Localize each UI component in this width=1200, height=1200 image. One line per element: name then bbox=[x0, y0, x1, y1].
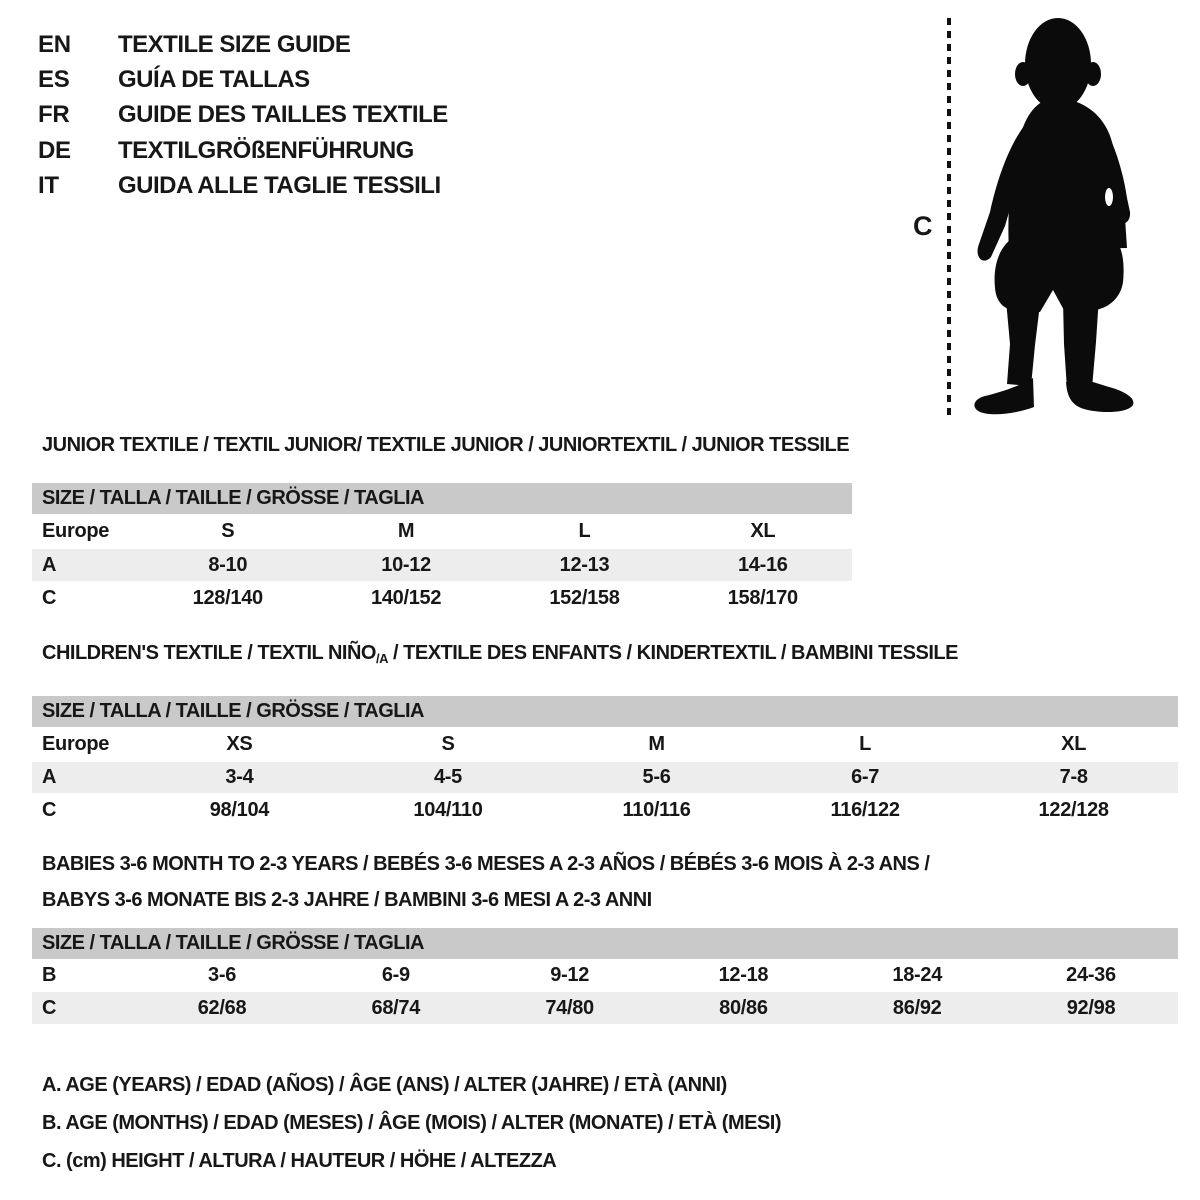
months-cell: 12-18 bbox=[718, 964, 769, 986]
table-row-age bbox=[32, 762, 1178, 793]
row-label: Europe bbox=[42, 520, 110, 542]
height-cell: 62/68 bbox=[197, 996, 247, 1019]
age-cell: 12-13 bbox=[559, 553, 610, 576]
language-title: GUIDA ALLE TAGLIE TESSILI bbox=[118, 172, 441, 200]
age-cell: 6-7 bbox=[851, 766, 880, 788]
months-cell: 3-6 bbox=[208, 964, 237, 986]
language-row bbox=[38, 98, 448, 133]
legend-line-a: A. AGE (YEARS) / EDAD (AÑOS) / ÂGE (ANS) / ALTER (JAHRE) / ETÀ (ANNI) bbox=[42, 1074, 727, 1096]
baby-silhouette-icon bbox=[900, 0, 1200, 430]
months-cell: 24-36 bbox=[1066, 964, 1116, 986]
section-title bbox=[32, 846, 1178, 918]
size-cell: XS bbox=[226, 733, 253, 755]
size-header-band: SIZE / TALLA / TAILLE / GRÖSSE / TAGLIA bbox=[32, 928, 1178, 959]
size-cell: S bbox=[441, 733, 455, 755]
age-cell: 14-16 bbox=[737, 553, 788, 576]
size-cell: S bbox=[221, 520, 235, 542]
section-babies-textile bbox=[32, 846, 1178, 1024]
section-title: JUNIOR TEXTILE / TEXTIL JUNIOR/ TEXTILE JUNIOR / JUNIORTEXTIL / JUNIOR TESSILE bbox=[42, 434, 850, 456]
height-cell: 80/86 bbox=[719, 996, 768, 1019]
height-cell: 122/128 bbox=[1038, 799, 1109, 821]
height-cell: 128/140 bbox=[192, 587, 263, 609]
row-label: A bbox=[42, 766, 57, 788]
language-row bbox=[38, 62, 448, 97]
size-cell: L bbox=[578, 520, 591, 542]
height-cell: 104/110 bbox=[413, 799, 483, 821]
language-title: TEXTILE SIZE GUIDE bbox=[118, 30, 351, 58]
measurement-legend bbox=[42, 1066, 781, 1180]
language-title: TEXTILGRÖßENFÜHRUNG bbox=[118, 136, 414, 164]
language-title: GUÍA DE TALLAS bbox=[118, 66, 310, 94]
table-row-europe bbox=[32, 514, 852, 549]
table-row-height bbox=[32, 992, 1178, 1024]
measure-label-c: C bbox=[913, 211, 933, 241]
age-cell: 3-4 bbox=[225, 766, 254, 788]
title-line-1: BABIES 3-6 MONTH TO 2-3 YEARS / BEBÉS 3-6 MESES A 2-3 AÑOS / BÉBÉS 3-6 MOIS À 2-3 ANS / bbox=[42, 853, 930, 875]
size-cell: L bbox=[859, 733, 872, 755]
size-header-band: SIZE / TALLA / TAILLE / GRÖSSE / TAGLIA bbox=[32, 696, 1178, 727]
size-cell: XL bbox=[1061, 733, 1087, 755]
row-label: B bbox=[42, 964, 57, 986]
months-cell: 9-12 bbox=[550, 964, 590, 986]
height-cell: 74/80 bbox=[545, 996, 594, 1019]
months-cell: 6-9 bbox=[381, 964, 410, 986]
title-line-2: BABYS 3-6 MONATE BIS 2-3 JAHRE / BAMBINI 3-6 MESI A 2-3 ANNI bbox=[42, 889, 652, 911]
height-cell: 98/104 bbox=[209, 799, 270, 821]
language-code: FR bbox=[38, 101, 70, 129]
height-cell: 116/122 bbox=[830, 799, 900, 821]
size-header-band: SIZE / TALLA / TAILLE / GRÖSSE / TAGLIA bbox=[32, 483, 852, 514]
height-cell: 158/170 bbox=[727, 587, 798, 609]
row-label: C bbox=[42, 996, 57, 1019]
age-cell: 10-12 bbox=[381, 553, 431, 576]
legend-line-c: C. (cm) HEIGHT / ALTURA / HAUTEUR / HÖHE / ALTEZZA bbox=[42, 1150, 557, 1172]
months-cell: 18-24 bbox=[892, 964, 943, 986]
language-code: DE bbox=[38, 136, 71, 164]
height-cell: 152/158 bbox=[549, 587, 620, 609]
table-row-months bbox=[32, 959, 1178, 992]
row-label: C bbox=[42, 587, 57, 609]
height-cell: 68/74 bbox=[371, 996, 421, 1019]
language-row bbox=[38, 169, 448, 204]
size-cell: M bbox=[397, 520, 415, 542]
section-title bbox=[32, 641, 1178, 671]
table-row-age bbox=[32, 549, 852, 581]
title-text: / TEXTILE DES ENFANTS / KINDERTEXTIL / BAMBINI TESSILE bbox=[387, 642, 958, 664]
row-label: A bbox=[42, 553, 57, 576]
language-code: ES bbox=[38, 66, 70, 94]
language-title-list bbox=[38, 27, 448, 204]
language-row bbox=[38, 27, 448, 62]
title-subscript: /A bbox=[375, 651, 388, 666]
height-cell: 86/92 bbox=[892, 996, 942, 1019]
height-cell: 140/152 bbox=[371, 587, 442, 609]
table-row-height bbox=[32, 793, 1178, 828]
legend-line-b: B. AGE (MONTHS) / EDAD (MESES) / ÂGE (MOIS) / ALTER (MONATE) / ETÀ (MESI) bbox=[42, 1112, 782, 1134]
language-row bbox=[38, 133, 448, 168]
table-row-europe bbox=[32, 727, 1178, 762]
language-title: GUIDE DES TAILLES TEXTILE bbox=[118, 101, 448, 129]
age-cell: 5-6 bbox=[642, 766, 671, 788]
age-cell: 7-8 bbox=[1059, 766, 1088, 788]
height-cell: 110/116 bbox=[622, 799, 691, 821]
size-cell: XL bbox=[750, 520, 776, 542]
row-label: Europe bbox=[42, 733, 110, 755]
language-code: EN bbox=[38, 30, 71, 58]
age-cell: 4-5 bbox=[433, 766, 462, 788]
row-label: C bbox=[42, 799, 57, 821]
section-junior-textile bbox=[32, 433, 852, 616]
language-code: IT bbox=[38, 172, 59, 200]
table-row-height bbox=[32, 581, 852, 616]
age-cell: 8-10 bbox=[208, 553, 248, 576]
height-cell: 92/98 bbox=[1066, 996, 1116, 1019]
size-cell: M bbox=[648, 733, 665, 755]
section-children-textile bbox=[32, 641, 1178, 828]
title-text: CHILDREN'S TEXTILE / TEXTIL NIÑO bbox=[42, 642, 376, 664]
